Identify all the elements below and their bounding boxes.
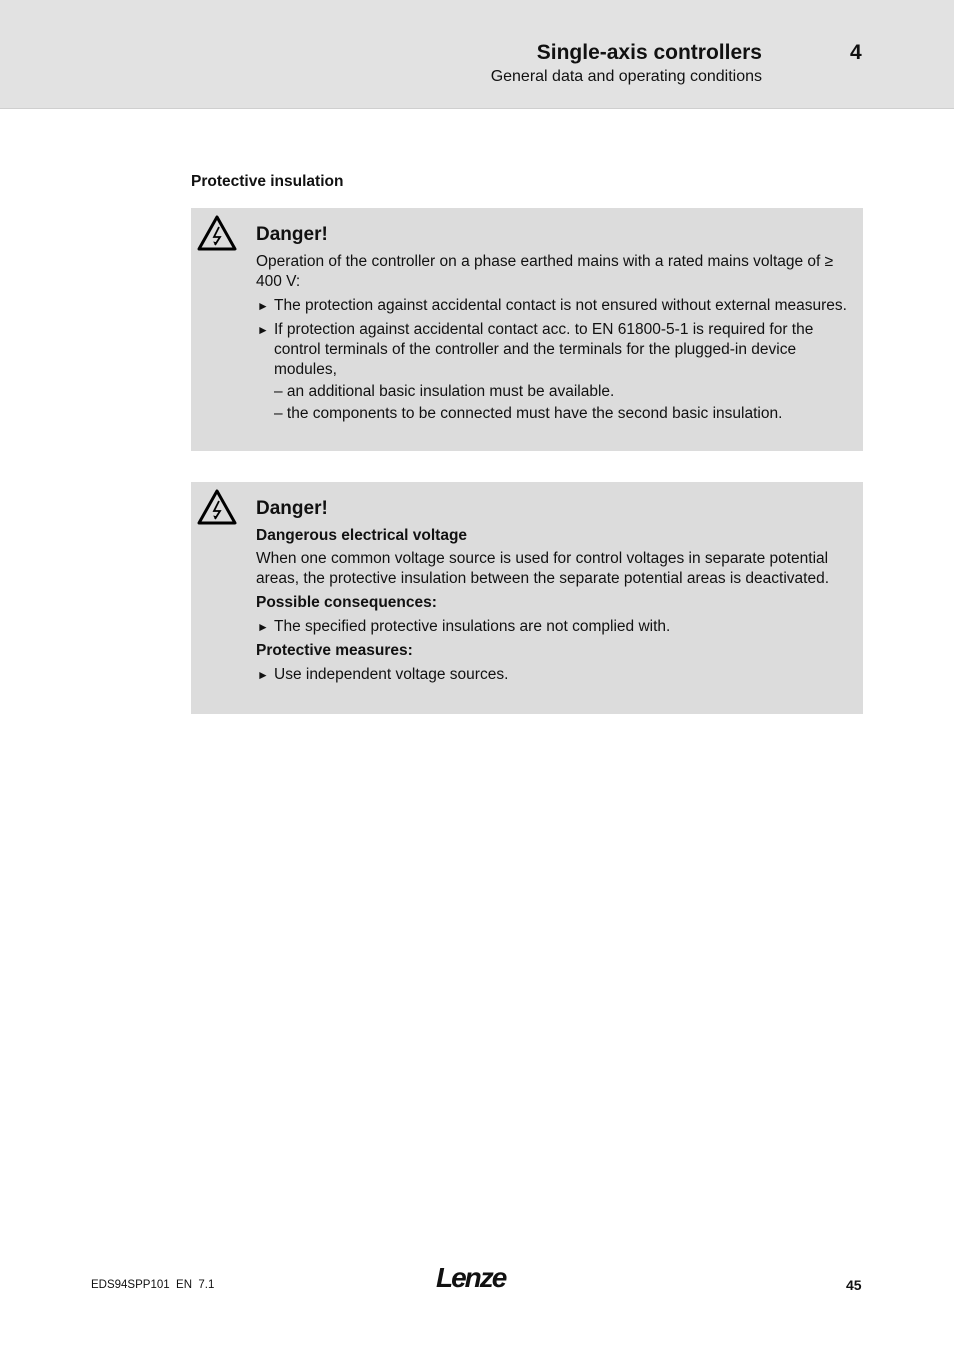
danger-notice-electrical-voltage bbox=[191, 482, 863, 714]
danger-intro: Operation of the controller on a phase earthed mains with a rated mains voltage of ≥ 400 V: bbox=[256, 253, 834, 290]
document-id: EDS94SPP101 EN 7.1 bbox=[91, 1279, 215, 1291]
sub-list-item: – the components to be connected must have the second basic insulation. bbox=[274, 405, 783, 422]
section-heading: Protective insulation bbox=[191, 173, 344, 190]
chapter-subtitle: General data and operating conditions bbox=[490, 68, 762, 85]
electric-hazard-warning-icon bbox=[196, 488, 238, 526]
danger-content bbox=[256, 498, 857, 685]
danger-notice-protective-insulation bbox=[191, 208, 863, 451]
page-header bbox=[0, 0, 954, 109]
danger-title: Danger! bbox=[256, 498, 328, 519]
chapter-number: 4 bbox=[850, 41, 862, 64]
chapter-title: Single-axis controllers bbox=[536, 41, 762, 64]
danger-content bbox=[256, 224, 857, 424]
list-item: ► Use independent voltage sources. bbox=[256, 665, 857, 685]
electric-hazard-warning-icon bbox=[196, 214, 238, 252]
list-item: ► The protection against accidental contact is not ensured without external measures. bbox=[256, 296, 857, 316]
list-item: ► The specified protective insulations are not complied with. bbox=[256, 617, 857, 637]
sub-list-item: – an additional basic insulation must be available. bbox=[274, 383, 615, 400]
danger-description: When one common voltage source is used for control voltages in separate potential areas, the protective insulation between the separate potential areas is deactivated. bbox=[256, 550, 830, 587]
list-item: ► If protection against accidental contact acc. to EN 61800-5-1 is required for the control terminals of the controller and the terminals for the plugged-in device modules, bbox=[256, 320, 857, 380]
danger-title: Danger! bbox=[256, 224, 328, 245]
consequences-label: Possible consequences: bbox=[256, 594, 437, 611]
measures-label: Protective measures: bbox=[256, 642, 413, 659]
lenze-logo: Lenze bbox=[436, 1262, 506, 1293]
danger-subtitle: Dangerous electrical voltage bbox=[256, 527, 468, 544]
page-number: 45 bbox=[846, 1277, 862, 1293]
